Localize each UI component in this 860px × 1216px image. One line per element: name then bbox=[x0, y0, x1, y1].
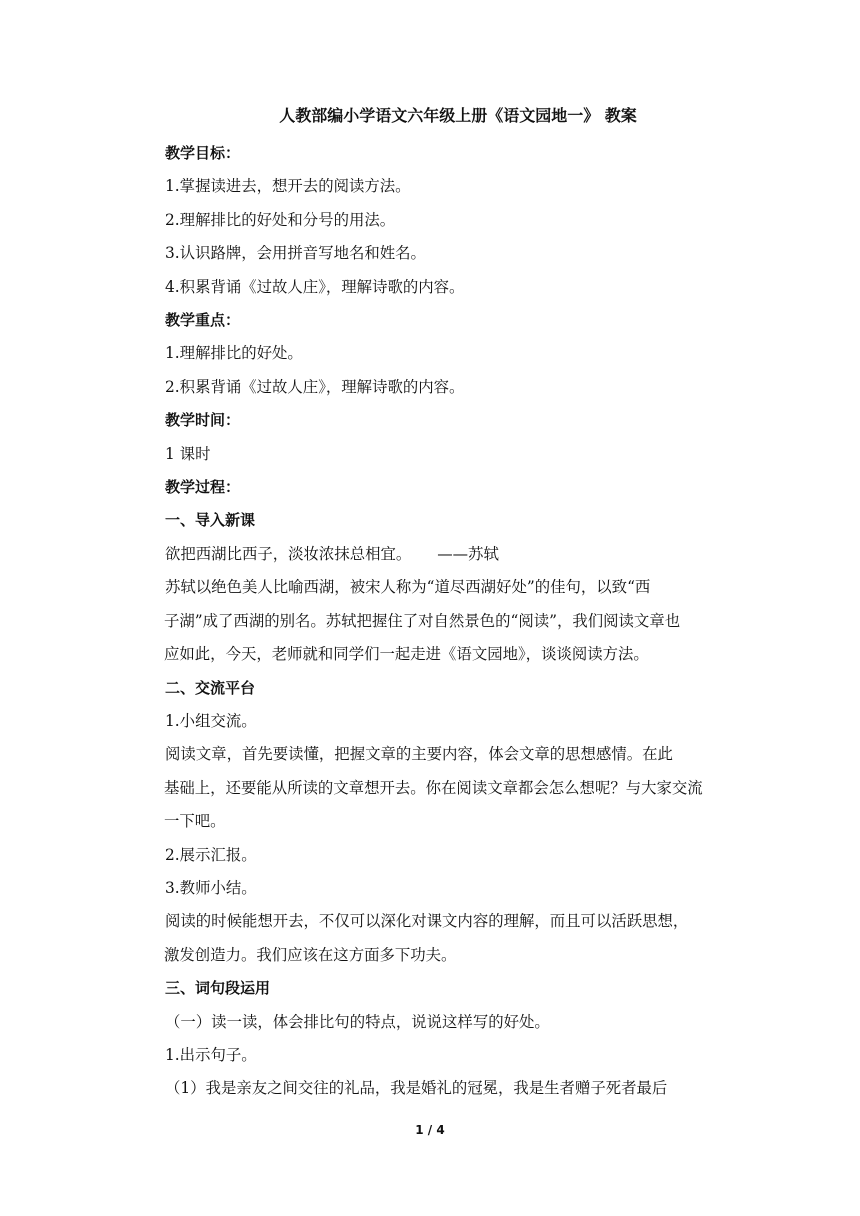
poem-line: 欲把西湖比西子，淡妆浓抹总相宜。 bbox=[165, 544, 412, 563]
section-heading-usage: 三、词句段运用 bbox=[165, 979, 271, 998]
poem-quote bbox=[165, 538, 731, 571]
summary-paragraph bbox=[165, 905, 731, 972]
time-heading: 教学时间： bbox=[165, 411, 241, 430]
focus-item: 2.积累背诵《过故人庄》，理解诗歌的内容。 bbox=[165, 377, 465, 396]
poem-author: ——苏轼 bbox=[437, 544, 499, 563]
paragraph-line: 阅读的时候能想开去，不仅可以深化对课文内容的理解，而且可以活跃思想， bbox=[165, 912, 689, 931]
section-heading-exchange: 二、交流平台 bbox=[165, 678, 256, 697]
document-body bbox=[165, 104, 731, 1106]
example-sentence: （1）我是亲友之间交往的礼品，我是婚礼的冠冕，我是生者赠子死者最后 bbox=[165, 1079, 668, 1098]
goal-item: 2.理解排比的好处和分号的用法。 bbox=[165, 210, 396, 229]
focus-item: 1.理解排比的好处。 bbox=[165, 344, 303, 363]
goal-item: 1.掌握读进去，想开去的阅读方法。 bbox=[165, 177, 411, 196]
step-item: 1.出示句子。 bbox=[165, 1045, 257, 1064]
goal-item: 4.积累背诵《过故人庄》，理解诗歌的内容。 bbox=[165, 277, 465, 296]
goals-heading: 教学目标： bbox=[165, 144, 241, 162]
intro-paragraph bbox=[165, 571, 731, 671]
page-number: 1 / 4 bbox=[415, 1123, 445, 1137]
subsection-heading: （一）读一读，体会排比句的特点，说说这样写的好处。 bbox=[165, 1012, 550, 1031]
paragraph-line: 基础上，还要能从所读的文章想开去。你在阅读文章都会怎么想呢？与大家交流 bbox=[164, 778, 703, 797]
paragraph-line: 苏轼以绝色美人比喻西湖，被宋人称为“道尽西湖好处”的佳句，以致“西 bbox=[165, 578, 651, 597]
step-item: 3.教师小结。 bbox=[165, 878, 257, 897]
paragraph-line: 应如此，今天，老师就和同学们一起走进《语文园地》，谈谈阅读方法。 bbox=[164, 645, 649, 664]
paragraph-line: 一下吧。 bbox=[164, 812, 226, 831]
focus-heading: 教学重点： bbox=[165, 311, 241, 330]
goal-item: 3.认识路牌，会用拼音写地名和姓名。 bbox=[165, 244, 426, 263]
time-value: 1 课时 bbox=[165, 444, 211, 463]
paragraph-line: 阅读文章，首先要读懂，把握文章的主要内容，体会文章的思想感情。在此 bbox=[165, 745, 673, 764]
exchange-paragraph bbox=[165, 738, 731, 838]
step-item: 1.小组交流。 bbox=[165, 711, 257, 730]
paragraph-line: 激发创造力。我们应该在这方面多下功夫。 bbox=[164, 945, 457, 964]
step-item: 2.展示汇报。 bbox=[165, 845, 257, 864]
section-heading-intro: 一、导入新课 bbox=[165, 511, 256, 530]
process-heading: 教学过程： bbox=[165, 478, 241, 497]
document-title: 人教部编小学语文六年级上册《语文园地一》 教案 bbox=[279, 106, 637, 125]
paragraph-line: 子湖”成了西湖的别名。苏轼把握住了对自然景色的“阅读”，我们阅读文章也 bbox=[164, 611, 681, 630]
